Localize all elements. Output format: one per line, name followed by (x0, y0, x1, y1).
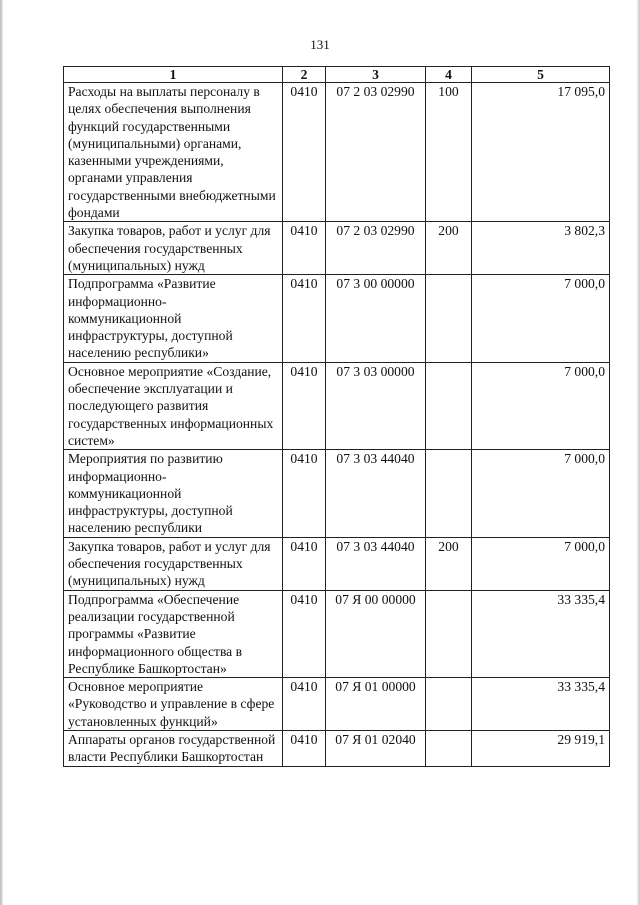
row-name: Закупка товаров, работ и услуг для обеспечения государственных (муниципальных) нужд (64, 222, 283, 275)
row-section: 0410 (283, 362, 326, 449)
row-type (426, 730, 472, 766)
table-row (64, 275, 610, 362)
column-header-name: 1 (64, 67, 283, 83)
column-header-target: 3 (326, 67, 426, 83)
table-row (64, 450, 610, 537)
row-section: 0410 (283, 450, 326, 537)
row-type (426, 450, 472, 537)
row-type: 200 (426, 222, 472, 275)
row-section: 0410 (283, 678, 326, 731)
row-sum: 29 919,1 (472, 730, 610, 766)
row-target: 07 2 03 02990 (326, 83, 426, 222)
row-type: 200 (426, 537, 472, 590)
row-name: Подпрограмма «Развитие информационно-коммуникационной инфраструктуры, доступной населению республики» (64, 275, 283, 362)
row-type (426, 362, 472, 449)
table-row (64, 730, 610, 766)
row-type (426, 590, 472, 677)
row-section: 0410 (283, 222, 326, 275)
row-name: Основное мероприятие «Руководство и управление в сфере установленных функций» (64, 678, 283, 731)
row-name: Подпрограмма «Обеспечение реализации государственной программы «Развитие информационного общества в Республике Башкортостан» (64, 590, 283, 677)
page-number: 131 (310, 37, 330, 52)
row-type (426, 275, 472, 362)
column-header-sum: 5 (472, 67, 610, 83)
row-sum: 7 000,0 (472, 450, 610, 537)
row-name: Закупка товаров, работ и услуг для обеспечения государственных (муниципальных) нужд (64, 537, 283, 590)
row-section: 0410 (283, 590, 326, 677)
row-name: Мероприятия по развитию информационно-коммуникационной инфраструктуры, доступной населению республики (64, 450, 283, 537)
row-type (426, 678, 472, 731)
column-header-section: 2 (283, 67, 326, 83)
row-target: 07 Я 00 00000 (326, 590, 426, 677)
row-target: 07 Я 01 00000 (326, 678, 426, 731)
table-row (64, 222, 610, 275)
row-sum: 7 000,0 (472, 537, 610, 590)
row-target: 07 3 03 44040 (326, 537, 426, 590)
row-target: 07 3 03 00000 (326, 362, 426, 449)
row-section: 0410 (283, 730, 326, 766)
row-sum: 3 802,3 (472, 222, 610, 275)
table-header-row (64, 67, 610, 83)
row-sum: 17 095,0 (472, 83, 610, 222)
table-row (64, 537, 610, 590)
row-section: 0410 (283, 275, 326, 362)
row-sum: 33 335,4 (472, 590, 610, 677)
table-row (64, 678, 610, 731)
row-sum: 7 000,0 (472, 275, 610, 362)
column-header-type: 4 (426, 67, 472, 83)
row-section: 0410 (283, 537, 326, 590)
row-target: 07 3 00 00000 (326, 275, 426, 362)
row-target: 07 Я 01 02040 (326, 730, 426, 766)
row-name: Расходы на выплаты персоналу в целях обеспечения выполнения функций государственными (муниципальными) органами, казенными учреждениями, органами управления государственными внебюджетными фондами (64, 83, 283, 222)
table-row (64, 590, 610, 677)
row-section: 0410 (283, 83, 326, 222)
row-name: Основное мероприятие «Создание, обеспечение эксплуатации и последующего развития государственных информационных систем» (64, 362, 283, 449)
scan-edge-left (0, 0, 3, 905)
budget-table (63, 66, 610, 767)
row-sum: 33 335,4 (472, 678, 610, 731)
table-row (64, 362, 610, 449)
row-target: 07 2 03 02990 (326, 222, 426, 275)
table-row (64, 83, 610, 222)
row-type: 100 (426, 83, 472, 222)
row-name: Аппараты органов государственной власти Республики Башкортостан (64, 730, 283, 766)
row-target: 07 3 03 44040 (326, 450, 426, 537)
row-sum: 7 000,0 (472, 362, 610, 449)
